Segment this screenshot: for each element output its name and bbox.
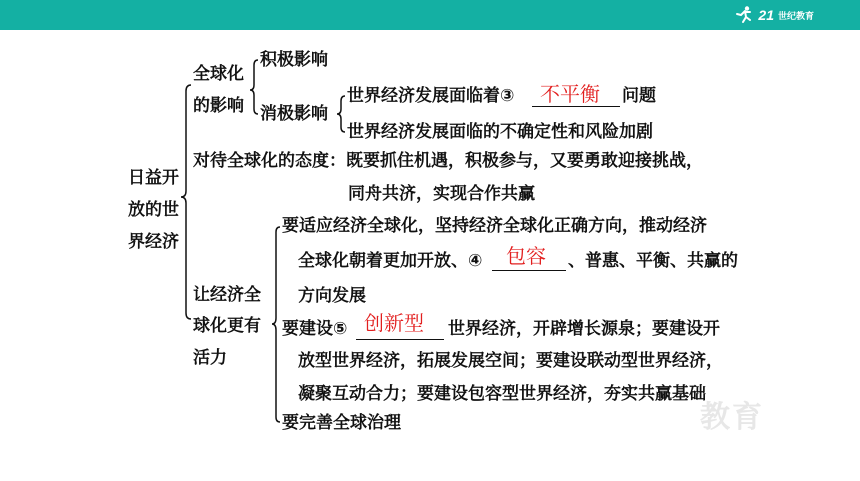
answer-5: 创新型: [364, 311, 424, 335]
answer-3: 不平衡: [540, 82, 600, 106]
blank-4-underline: [492, 270, 566, 271]
vitality-label-line1: 让经济全: [193, 285, 261, 305]
vitality-brace: [272, 227, 280, 422]
vitality-item1-line2-prefix: 全球化朝着更加开放、④: [298, 251, 483, 271]
vitality-item3: 要完善全球治理: [282, 413, 401, 433]
negative-item1-prefix: 世界经济发展面临着③: [347, 86, 515, 106]
brand-name: 世纪教育: [777, 11, 814, 22]
negative-item2: 世界经济发展面临的不确定性和风险加剧: [347, 122, 653, 142]
vitality-item2-line2: 放型世界经济，拓展发展空间；要建设联动型世界经济，: [298, 351, 723, 371]
watermark: 教育: [700, 400, 764, 435]
vitality-item1-line1: 要适应经济全球化，坚持经济全球化正确方向，推动经济: [282, 216, 707, 236]
positive-impact: 积极影响: [260, 50, 328, 70]
negative-item1-suffix: 问题: [622, 86, 656, 106]
impact-label-line1: 全球化: [193, 64, 244, 84]
vitality-item2-line3: 凝聚互动合力；要建设包容型世界经济，夯实共赢基础: [298, 384, 706, 404]
vitality-item2-suffix: 世界经济，开辟增长源泉；要建设开: [448, 319, 720, 339]
blank-5-underline: [356, 339, 444, 340]
root-label-line3: 界经济: [128, 232, 179, 252]
attitude-line1: 对待全球化的态度：既要抓住机遇，积极参与，又要勇敢迎接挑战，: [193, 151, 703, 171]
root-label-line1: 日益开: [128, 168, 179, 188]
impact-label-line2: 的影响: [193, 96, 244, 116]
vitality-label-line2: 球化更有: [193, 316, 261, 336]
vitality-item1-line3: 方向发展: [298, 286, 366, 306]
negative-brace: [337, 96, 345, 132]
vitality-item2-prefix: 要建设⑤: [282, 319, 348, 339]
root-label-line2: 放的世: [128, 200, 179, 220]
brand-number: 21: [758, 7, 774, 23]
vitality-item1-line2-suffix: 、普惠、平衡、共赢的: [568, 251, 738, 271]
impact-brace: [250, 60, 258, 114]
answer-4: 包容: [506, 244, 546, 268]
vitality-label-line3: 活力: [193, 348, 227, 368]
root-brace: [181, 85, 191, 319]
blank-3-underline: [532, 106, 620, 107]
negative-impact: 消极影响: [260, 104, 328, 124]
attitude-line2: 同舟共济，实现合作共赢: [348, 184, 535, 204]
